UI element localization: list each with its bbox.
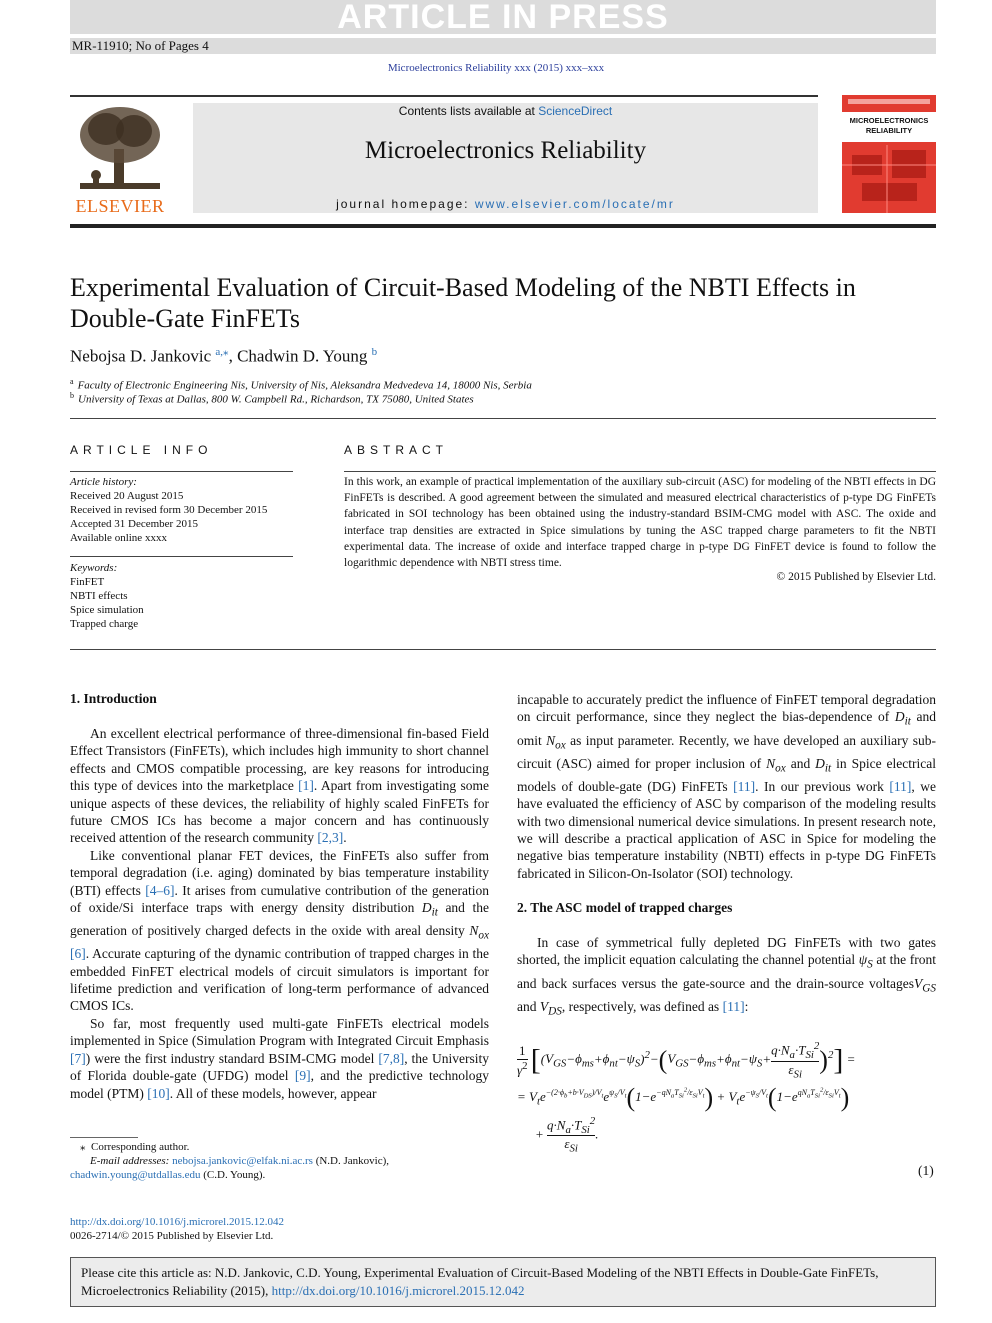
keyword: Spice simulation [70,604,144,616]
introduction-text-continued: incapable to accurately predict the influence of FinFET temporal degradation on circuit performance, since they neglect the bias-dependence of $D_{it}$ and omit $N_{ox}$ as input parameter. Recently, we have developed an auxiliary sub-circuit (ASC) aimed for proper inclusion of $N_{ox}$ and $D_{it}$ in Spice electrical models of double-gate (DG) FinFETs [11]. In our previous work [11], we have evaluated the efficiency of ASC by comparison of the modeling results with two dimensional numerical device simulations. In present research note, we will describe a practical application of ASC in Spice for modeling the negative bias temperature instability (NBTI) effects in p-type DG FinFETs fabricated in Silicon-On-Isolator (SOI) technology. [517,692,936,881]
header-bottom-rule [70,224,936,228]
journal-title: Microelectronics Reliability [364,137,647,164]
affiliation-b: $^b$ University of Texas at Dallas, 800 W. Campbell Rd., Richardson, TX 75080, United States [70,391,474,406]
footnote-rule [70,1137,138,1138]
header-top-rule [70,95,818,97]
equation-1: $\frac{1}{\gamma^2}$ [$(V_{GS}-\phi_{ms}+\phi_{nt}-\psi_S)^2-(V_{GS}-\phi_{ms}+\phi_{nt}-\psi_S+$ $q\cdot N_a\cdot T_{Si}^2$ $\varepsilon_{Si}$ )$^2$] = = $V_te^{-(2\cdot\phi_b+b\cdot V_{DS})/V_t}e^{\psi_S/V_t}(1-e^{-qN_aT_{Si}^2/\varepsilon_{Si}V_t}) + V_te^{-\psi_S/V_t}(1-e^{qN_aT_{Si}^2/\varepsilon_{Si}V_t})$ + $q\cdot N_a\cdot T_{Si}^2$ $\varepsilon_{Si}$ . [517,1040,856,1156]
citation-doi-link[interactable]: http://dx.doi.org/10.1016/j.microrel.2015.12.042 [271,1282,525,1298]
author-name: Chadwin D. Young [237,346,368,366]
cite-this-article-box: Please cite this article as: N.D. Jankovic, C.D. Young, Experimental Evaluation of Circuit-Based Modeling of the NBTI Effects in Double-Gate FinFETs, Microelectronics Reliability (2015), http://dx.doi.org/10.1016/j.microrel.2015.12.042 [70,1257,936,1307]
homepage-link[interactable]: www.elsevier.com/locate/mr [474,197,675,211]
divider [70,418,936,419]
author-list: Nebojsa D. Jankovic $^{a,⁎}$, Chadwin D. Young $^b$ [70,346,378,366]
keyword: Trapped charge [70,618,139,630]
equation-number: (1) [918,1163,934,1178]
author-affil-marker[interactable]: b [371,346,378,358]
footnotes: ⁎ Corresponding author. E-mail addresses: nebojsa.jankovic@elfak.ni.ac.rs (N.D. Jankovic), chadwin.young@utdallas.edu (C.D. Young). [70,1141,390,1181]
contents-available: Contents lists available at ScienceDirect [398,104,613,118]
manuscript-id: MR-11910; No of Pages 4 [70,38,936,54]
article-info-heading: ARTICLE INFO [70,443,213,457]
email-link[interactable]: chadwin.young@utdallas.edu [70,1169,201,1181]
email-link[interactable]: nebojsa.jankovic@elfak.ni.ac.rs [172,1155,313,1167]
affiliation-a: $^a$ Faculty of Electronic Engineering Nis, University of Nis, Aleksandra Medvedeva 14, 18000 Nis, Serbia [70,377,532,392]
section-heading-asc-model: 2. The ASC model of trapped charges [517,900,733,915]
asc-model-text: In case of symmetrical fully depleted DG FinFETs with two gates shorted, the implicit equation calculating the channel potential $\psi_S$ at the front and back surfaces versus the gate-source and the drain-source voltagesV$_{GS}$ and $V_{DS}$, respectively, was defined as [11]: [517,935,936,1018]
journal-reference[interactable]: Microelectronics Reliability xxx (2015) xxx–xxx [387,62,605,74]
divider [70,556,293,557]
keyword: FinFET [70,576,105,588]
divider [70,649,936,650]
keyword: NBTI effects [70,590,128,602]
keywords: Keywords: FinFET NBTI effects Spice simulation Trapped charge [70,561,293,631]
abstract-heading: ABSTRACT [344,443,449,457]
section-heading-introduction: 1. Introduction [70,691,157,706]
abstract-copyright: © 2015 Published by Elsevier Ltd. [776,571,936,583]
author-name: Nebojsa D. Jankovic [70,346,212,366]
article-history: Article history: Received 20 August 2015 Received in revised form 30 December 2015 Accepted 31 December 2015 Available online xxxx [70,476,268,544]
introduction-text: An excellent electrical performance of three-dimensional fin-based Field Effect Transistors (FinFETs), which includes high immunity to short channel effects and CMOS compatible processing, are key reasons for introducing this type of devices into the marketplace [1]. Apart from investigating some unique aspects of these devices, the reliability of highly scaled FinFETs for future CMOS ICs has become a major concern and has continuously received attention of the research community [2,3]. Like conventional planar FET devices, the FinFETs also suffer from temporal degradation (i.e. aging) dominated by bias temperature instability (BTI) effects [4–6]. It arises from cumulative contribution of the generation of oxide/Si interface traps with energy density distribution $D_{it}$ and the generation of positively charged defects in the oxide with areal density $N_{ox}$ [6]. Accurate capturing of the dynamic contribution of trapped charges in the embedded FinFET electrical models of circuit simulators is important for lifetime prediction and verification of long-term performance of advanced CMOS ICs. So far, most frequently used multi-gate FinFETs electrical models implemented in Spice (Simulation Program with Integrated Circuit Emphasis [7]) were the first industry standard BSIM-CMG model [7,8], the University of Florida double-gate (UFDG) model [9], and the predictive technology model (PTM) [10]. All of these models, however, appear [70,726,489,1101]
journal-homepage: journal homepage: www.elsevier.com/locate/mr [336,197,675,211]
cover-title: MICROELECTRONICS RELIABILITY [849,116,929,135]
author-affil-marker[interactable]: a,⁎ [215,346,229,358]
elsevier-wordmark: ELSEVIER [75,196,165,216]
divider [344,471,936,472]
abstract-text: In this work, an example of practical implementation of the auxiliary sub-circuit (ASC) for modeling of the NBTI effects in DG FinFETs is described. A good agreement between the simulated and measured electrical characteristics of p-type DG FinFETs fabricated in SOI technology has been obtained using the industry-standard BSIM-CMG model with ASC. The oxide and interface trap densities are extracted in Spice simulations by tuning the ASC trapped charge parameters to fit the NBTI experimental data. The increase of oxide and interface trapped charge in p-type DG FinFET device is found to follow the logarithmic dependence with NBTI stress time. [344,476,936,570]
sciencedirect-link[interactable]: ScienceDirect [538,104,613,118]
divider [70,471,293,472]
doi-info: http://dx.doi.org/10.1016/j.microrel.2015.12.042 0026-2714/© 2015 Published by Elsevier Ltd. [70,1215,489,1243]
article-in-press-banner: ARTICLE IN PRESS [70,0,936,34]
doi-link[interactable]: http://dx.doi.org/10.1016/j.microrel.2015.12.042 [70,1216,284,1228]
article-title: Experimental Evaluation of Circuit-Based Modeling of the NBTI Effects in Double-Gate FinFETs [70,273,856,333]
